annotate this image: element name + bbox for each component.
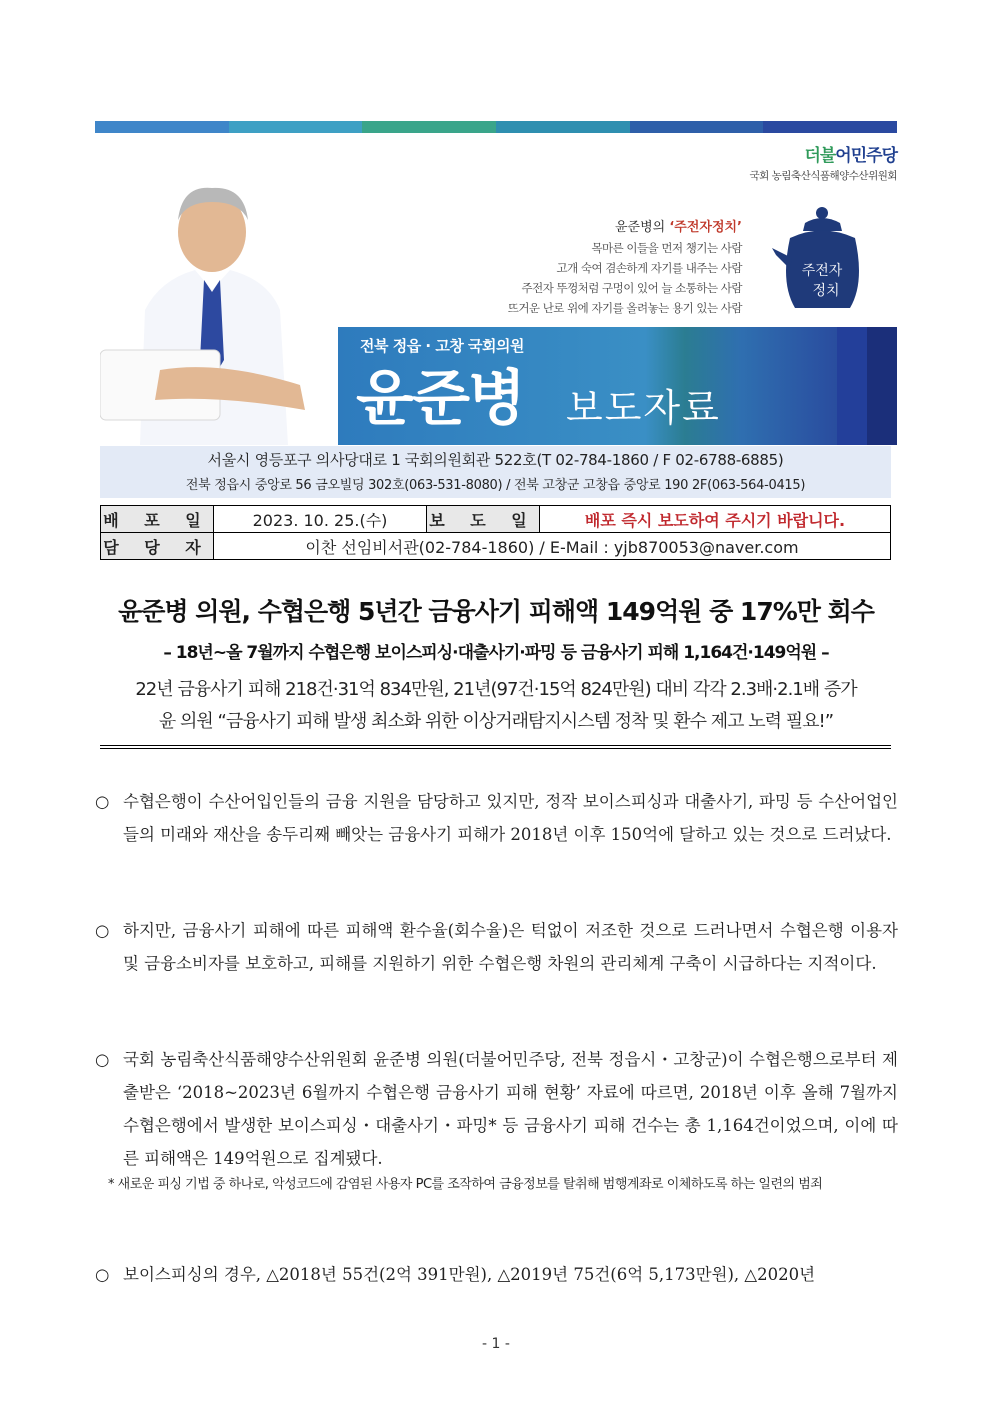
bar-segment <box>763 121 897 133</box>
body-paragraph <box>95 785 898 851</box>
bar-segment <box>362 121 496 133</box>
politician-photo <box>100 170 345 445</box>
bar-segment <box>229 121 363 133</box>
paragraph-text: 보이스피싱의 경우, △2018년 55건(2억 391만원), △2019년 75건(6억 5,173만원), △2020년 <box>123 1265 816 1284</box>
body-paragraph <box>95 1258 898 1291</box>
bar-segment <box>95 121 229 133</box>
body-paragraph <box>95 1043 898 1175</box>
address-seoul: 서울시 영등포구 의사당대로 1 국회의원회관 522호(T 02-784-1860 / F 02-6788-6885) <box>207 451 784 469</box>
motto-line: 고개 숙여 겸손하게 자기를 내주는 사람 <box>556 261 742 275</box>
paragraph-text: 수협은행이 수산어입인들의 금융 지원을 담당하고 있지만, 정작 보이스피싱과 대출사기, 파밍 등 수산어업인들의 미래와 재산을 송두리째 빼앗는 금융사기 피해가 2018년 이후 150억에 달하고 있는 것으로 드러났다. <box>123 792 898 844</box>
motto-block <box>508 218 742 318</box>
address-local: 전북 정읍시 중앙로 56 금오빌딩 302호(063-531-8080) / 전북 고창군 고창읍 중앙로 190 2F(063-564-0415) <box>185 478 806 493</box>
title-banner <box>338 327 897 445</box>
contact-label: 담 당 자 <box>101 533 214 560</box>
summary-line: 윤 의원 “금융사기 피해 발생 최소화 위한 이상거래탐지시스템 정착 및 환수 제고 노력 필요!” <box>158 711 834 732</box>
kettle-text: 주전자 <box>801 263 843 279</box>
release-date-label: 배 포 일 <box>101 506 214 533</box>
banner-subtitle: 전북 정읍 · 고창 국회의원 <box>360 337 524 355</box>
contact-value: 이찬 선임비서관(02-784-1860) / E-Mail : yjb870053@naver.com <box>214 533 891 560</box>
motto-line: 뜨거운 난로 위에 자기를 올려놓는 용기 있는 사람 <box>507 301 742 315</box>
main-headline: 윤준병 의원, 수협은행 5년간 금융사기 피해액 149억원 중 17%만 회수 <box>118 597 874 626</box>
motto-line: 목마른 이들을 먼저 챙기는 사람 <box>591 241 742 255</box>
paragraph-text: 국회 농림축산식품해양수산위원회 윤준병 의원(더불어민주당, 전북 정읍시・고창군)이 수협은행으로부터 제출받은 ‘2018~2023년 6월까지 수협은행 금융사기 피해 현황’ 자료에 따르면, 2018년 이후 올해 7월까지 수협은행에서 발생한 보이스피싱・대출사기・파밍* 등 금융사기 피해 건수는 총 1,164건이었으며, 이에 따른 피해액은 149억원으로 집계됐다. <box>123 1050 898 1168</box>
release-info-table <box>100 505 891 560</box>
sub-headline: – 18년~올 7월까지 수협은행 보이스피싱·대출사기·파밍 등 금융사기 피해 1,164건·149억원 – <box>163 643 829 663</box>
page-number: - 1 - <box>482 1336 510 1352</box>
committee-name: 국회 농림축산식품해양수산위원회 <box>749 170 897 182</box>
motto-title: 윤준병의 ‘주전자정치’ <box>614 220 742 235</box>
party-logo <box>750 141 897 183</box>
divider <box>100 745 891 749</box>
report-date-label: 보 도 일 <box>427 506 540 533</box>
report-date-value: 배포 즉시 보도하여 주시기 바랍니다. <box>540 506 891 533</box>
top-color-bar <box>95 121 897 133</box>
footnote: * 새로운 피싱 기법 중 하나로, 악성코드에 감염된 사용자 PC를 조작하여 금융정보를 탈취해 범행계좌로 이체하도록 하는 일련의 범죄 <box>108 1177 823 1192</box>
party-name: 더불어민주당 <box>804 146 897 166</box>
address-block <box>100 446 891 498</box>
bar-segment <box>630 121 764 133</box>
summary-line: 22년 금융사기 피해 218건·31억 834만원, 21년(97건·15억 824만원) 대비 각각 2.3배·2.1배 증가 <box>135 679 857 700</box>
kettle-text: 정치 <box>812 283 840 299</box>
circle-bullet-icon: ○ <box>95 921 110 940</box>
release-date-value: 2023. 10. 25.(수) <box>214 506 427 533</box>
motto-line: 주전자 뚜껑처럼 구멍이 있어 늘 소통하는 사람 <box>521 281 742 295</box>
kettle-icon <box>770 203 865 313</box>
circle-bullet-icon: ○ <box>95 1050 110 1069</box>
body-paragraph <box>95 914 898 980</box>
circle-bullet-icon: ○ <box>95 1265 110 1284</box>
circle-bullet-icon: ○ <box>95 792 110 811</box>
banner-label: 보도자료 <box>566 386 721 430</box>
bar-segment <box>496 121 630 133</box>
banner-name: 윤준병 <box>356 364 524 434</box>
paragraph-text: 하지만, 금융사기 피해에 따른 피해액 환수율(회수율)은 턱없이 저조한 것으로 드러나면서 수협은행 이용자 및 금융소비자를 보호하고, 피해를 지원하기 위한 수협은행 차원의 관리체계 구축이 시급하다는 지적이다. <box>123 921 898 973</box>
